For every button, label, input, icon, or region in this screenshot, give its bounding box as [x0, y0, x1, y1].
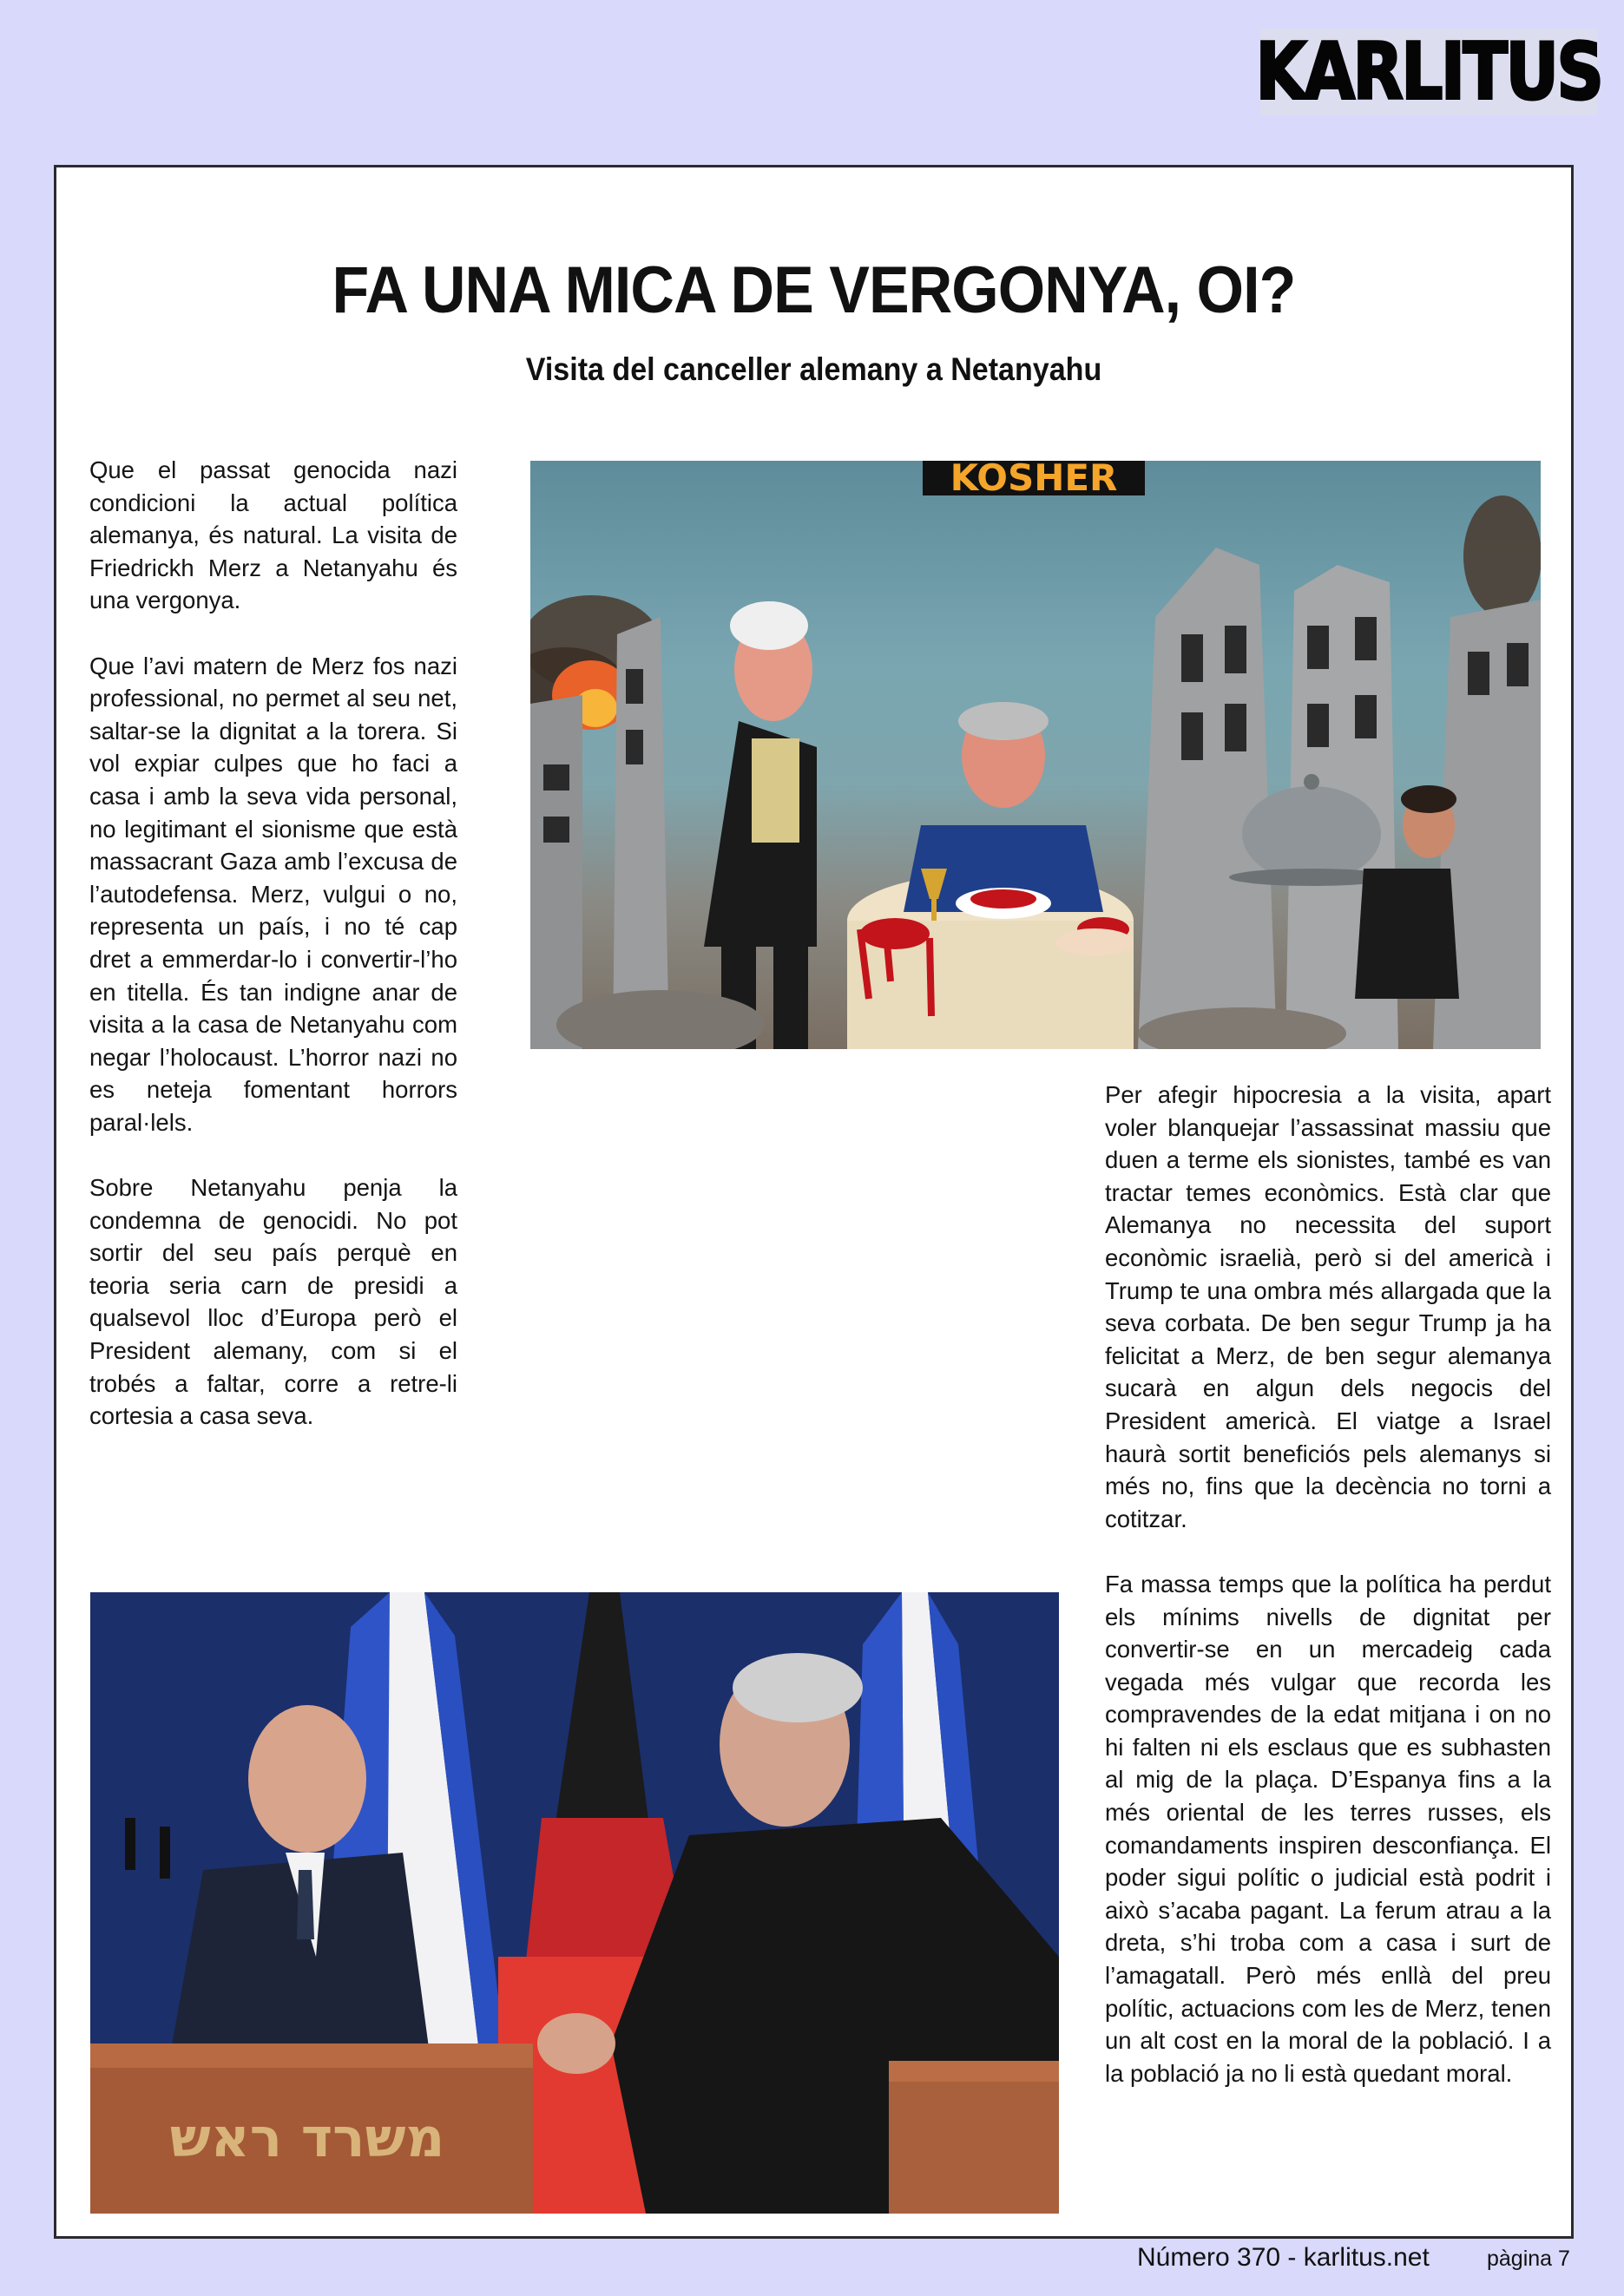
footer-page-number: pàgina 7 — [1487, 2247, 1570, 2271]
paragraph: Per afegir hipocresia a la visita, apart voler blanquejar l’assassinat massiu que duen a terme els sionistes, també es van tractar temes econòmics. Està clar que Alemanya no necessita del suport econòmic israelià, però si del americà i Trump te una ombra més allargada que la seva corbata. De ben segur Trump ja ha felicitat a Merz, de ben segur alemanya sucarà en algun dels negocis del President americà. El viatge a Israel haurà sortit beneficiós pels alemanys si més no, fins que la decència no torni a cotitzar. — [1105, 1081, 1551, 1532]
paragraph: Que l’avi matern de Merz fos nazi professional, no permet al seu net, saltar-se la dignitat a la torera. Si vol expiar culpes que ho faci a casa i amb la seva vida personal, no legitimant el sionisme que està massacrant Gaza amb l’excusa de l’autodefensa. Merz, vulgui o no, representa un país, i no té cap dret a emmerdar-lo i convertir-l’ho en titella. És tan indigne anar de visita a la casa de Netanyahu com negar l’holocaust. L’horror nazi no es neteja fomentant horrors paral·lels. — [89, 652, 457, 1136]
kosher-sign-text: KOSHER — [950, 461, 1118, 499]
article-subtitle: Visita del canceller alemany a Netanyahu — [525, 351, 1102, 387]
masthead-logo — [1255, 25, 1602, 118]
paragraph: Fa massa temps que la política ha perdut els mínims nivells de dignitat per convertir-se en un mercadeig cada vegada més vulgar que recorda les compravendes de la edat mitjana i on no hi falten ni els esclaus que es subhasten al mig de la plaça. D’Espanya fins a la més oriental de les terres russes, els comandaments inspiren desconfiança. El poder sigui polític o judicial està podrit i això s’acaba pagant. La ferum atrau a la dreta, s’hi troba com a casa i surt de l’amagatall. Però més enllà del preu polític, actuacions com les de Merz, tenen un alt cost en la moral de la població. I a la població ja no li està quedant moral. — [1105, 1570, 1551, 2087]
article-frame — [54, 165, 1574, 2239]
editorial-cartoon — [530, 461, 1541, 1049]
footer-issue: Número 370 - karlitus.net — [1137, 2243, 1430, 2272]
handshake-photo — [90, 1592, 1059, 2214]
photo-illustration — [90, 1592, 1059, 2214]
cartoon-illustration — [530, 461, 1541, 1049]
left-column — [89, 454, 457, 1465]
podium-text: משרד ראש — [169, 2106, 445, 2169]
right-column — [1105, 1079, 1551, 2122]
logo-text: KARLITUS — [1255, 25, 1602, 118]
article-title: FA UNA MICA DE VERGONYA, OI? — [332, 253, 1296, 327]
paragraph: Sobre Netanyahu penja la condemna de genocidi. No pot sortir del seu país perquè en teoria seria carn de presidi a qualsevol lloc d’Europa però el President alemany, com si el trobés a faltar, corre a retre-li cortesia a casa seva. — [89, 1174, 457, 1430]
paragraph: Que el passat genocida nazi condicioni la actual política alemanya, és natural. La visita de Friedrickh Merz a Netanyahu és una vergonya. — [89, 456, 457, 614]
